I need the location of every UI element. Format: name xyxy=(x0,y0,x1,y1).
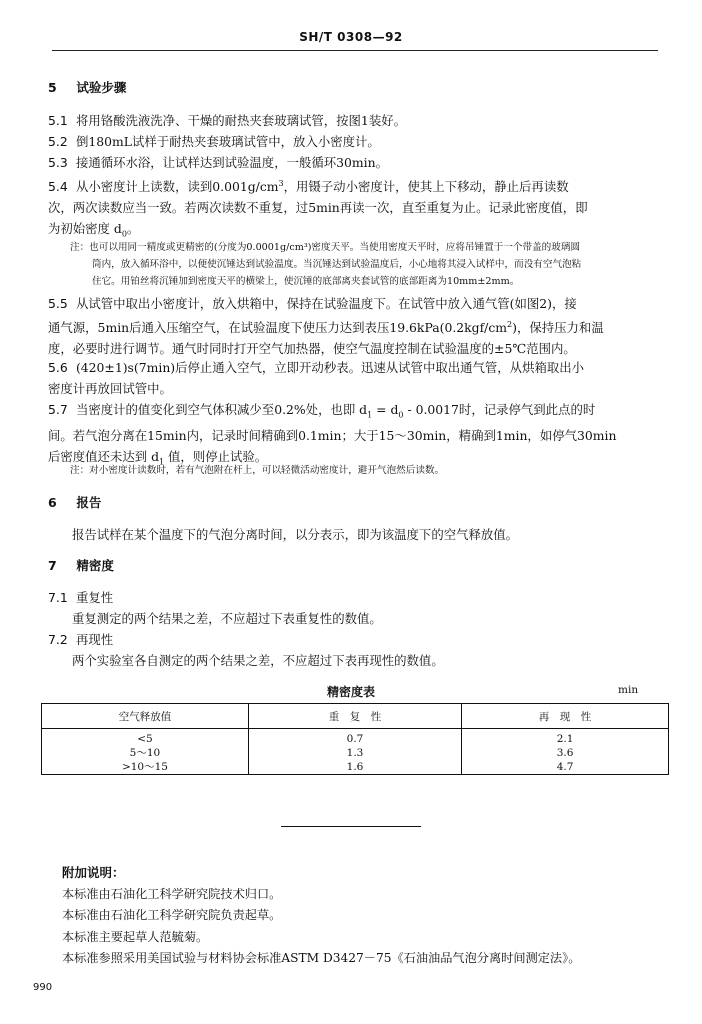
column-header: 空气释放值 xyxy=(42,704,249,729)
section-title: 精密度 xyxy=(76,558,114,573)
note-bubble-reading: 注：对小密度计读数时，若有气泡附在杆上，可以轻微活动密度计，避开气泡然后读数。 xyxy=(70,465,445,476)
clause-number: 5.3 xyxy=(48,155,68,170)
note-line: 筒内，放入循环浴中，以便使沉锤达到试验温度。当沉锤达到试验温度后，小心地将其浸入试样中，而没有空气泡粘 xyxy=(92,259,582,270)
clause-text: 从小密度计上读数，读到0.001g/cm xyxy=(75,179,279,195)
clause-text-line: 密度计再放回试管中。 xyxy=(48,381,172,396)
section-6-heading xyxy=(48,492,668,513)
clause-number: 5.7 xyxy=(48,402,68,417)
table-cell: 5～10 xyxy=(129,747,161,759)
table-cell: <5 xyxy=(137,733,153,745)
clause-number: 5.1 xyxy=(48,113,68,128)
subscript: 0 xyxy=(398,410,404,420)
standard-code-header: SH/T 0308—92 xyxy=(299,30,403,44)
clause-text: 接通循环水浴，让试样达到试验温度，一般循环30min。 xyxy=(75,155,389,170)
clause-text-line: 间。若气泡分离在15min内，记录时间精确到0.1min；大于15～30min，精确到1min，如停气30min xyxy=(48,428,617,444)
clause-text-line: 次，两次读数应当一致。若两次读数不重复，过5min再读一次，直至重复为止。记录此密度值，即 xyxy=(48,200,588,216)
clause-5-6 xyxy=(48,357,668,399)
clause-text: (420±1)s(7min)后停止通入空气，立即开动秒表。迅速从试管中取出通气管，从烘箱取出小 xyxy=(75,360,585,375)
clause-text-line: 重复测定的两个结果之差，不应超过下表重复性的数值。 xyxy=(72,611,382,626)
clause-7-2 xyxy=(48,629,668,671)
section-number: 5 xyxy=(48,80,57,95)
section-6-text: 报告试样在某个温度下的气泡分离时间，以分表示，即为该温度下的空气释放值。 xyxy=(72,527,519,542)
subscript: 0 xyxy=(121,229,127,239)
clause-5-5 xyxy=(48,293,668,359)
clause-title: 重复性 xyxy=(75,590,114,605)
clause-text: 倒180mL试样于耐热夹套玻璃试管中，放入小密度计。 xyxy=(75,134,380,149)
superscript: 2 xyxy=(507,320,513,329)
clause-title: 再现性 xyxy=(75,632,114,647)
additional-line: 本标准由石油化工科学研究院负责起草。 xyxy=(62,908,282,922)
clause-text: 通气源，5min后通入压缩空气，在试验温度下使压力达到表压19.6kPa(0.2kgf/cm xyxy=(48,320,508,336)
note-line: 注：也可以用同一精度或更精密的(分度为0.0001g/cm³)密度天平。当使用密度天平时，应将吊锤置于一个带盖的玻璃圆 xyxy=(70,242,581,253)
additional-line: 本标准主要起草人范毓菊。 xyxy=(62,929,209,944)
table-cell: 2.1 xyxy=(462,729,669,747)
clause-text: = d xyxy=(372,402,399,417)
table-cell: 1.6 xyxy=(248,760,461,775)
note-density-balance xyxy=(70,239,668,290)
column-header: 再 现 性 xyxy=(462,704,669,729)
additional-notes xyxy=(62,862,672,970)
clause-text-line: 两个实验室各自测定的两个结果之差，不应超过下表再现性的数值。 xyxy=(72,653,444,668)
clause-number: 5.5 xyxy=(48,296,68,311)
clause-7-1 xyxy=(48,587,668,629)
section-7-heading xyxy=(48,555,668,576)
additional-title: 附加说明： xyxy=(62,865,125,880)
page-number: 990 xyxy=(33,982,53,993)
table-row xyxy=(42,746,669,760)
clause-5-2 xyxy=(48,131,668,152)
table-row xyxy=(42,760,669,775)
section-title: 试验步骤 xyxy=(76,80,127,95)
clause-text: 后密度值还未达到 d xyxy=(48,449,159,465)
clause-5-1 xyxy=(48,110,668,131)
clause-text: 将用铬酸洗液洗净、干燥的耐热夹套玻璃试管，按图1装好。 xyxy=(75,113,406,128)
section-number: 7 xyxy=(48,558,57,573)
clause-text: 。 xyxy=(126,221,140,237)
clause-number: 5.2 xyxy=(48,134,68,149)
table-header-row xyxy=(42,704,669,729)
table-cell: 0.7 xyxy=(248,729,461,747)
clause-text: 当密度计的值变化到空气体积减少至0.2%处，也即 d xyxy=(75,402,368,417)
clause-number: 5.4 xyxy=(48,179,68,195)
subscript: 1 xyxy=(159,457,165,467)
clause-text-line: 度，必要时进行调节。通气时同时打开空气加热器，使空气温度控制在试验温度的±5℃范围内。 xyxy=(48,341,576,357)
section-title: 报告 xyxy=(76,495,102,510)
section-number: 6 xyxy=(48,495,57,510)
table-cell: 3.6 xyxy=(462,746,669,760)
section-5-heading xyxy=(48,77,668,98)
table-cell: 4.7 xyxy=(462,760,669,775)
table-unit: min xyxy=(618,684,639,696)
end-rule xyxy=(281,826,421,827)
clause-number: 7.1 xyxy=(48,590,68,605)
header-rule xyxy=(52,50,658,51)
table-cell: 1.3 xyxy=(248,746,461,760)
clause-text: 值，则停止试验。 xyxy=(164,449,268,465)
clause-text: - 0.0017时，记录停气到此点的时 xyxy=(403,402,596,417)
clause-text: 从试管中取出小密度计，放入烘箱中，保持在试验温度下。在试管中放入通气管(如图2)，接 xyxy=(75,296,577,311)
column-header: 重 复 性 xyxy=(248,704,461,729)
note-line: 住它。用铂丝将沉锤加到密度天平的横梁上，使沉锤的底部离夹套试管的底部距离为10mm±2mm。 xyxy=(92,276,520,287)
clause-5-4 xyxy=(48,173,668,245)
table-cell: >10～15 xyxy=(42,760,249,775)
table-caption: 精密度表 xyxy=(326,685,375,699)
clause-text: ，用镊子动小密度计，使其上下移动，静止后再读数 xyxy=(283,179,569,195)
table-row xyxy=(42,729,669,747)
precision-table xyxy=(41,703,669,775)
superscript: 3 xyxy=(278,179,284,188)
subscript: 1 xyxy=(367,410,373,420)
clause-number: 5.6 xyxy=(48,360,68,375)
clause-number: 7.2 xyxy=(48,632,68,647)
clause-5-3 xyxy=(48,152,668,173)
additional-line: 本标准参照采用美国试验与材料协会标准ASTM D3427－75《石油油品气泡分离时间测定法》。 xyxy=(62,951,581,965)
clause-text: 为初始密度 d xyxy=(48,221,122,237)
clause-text: )，保持压力和温 xyxy=(512,320,604,336)
additional-line: 本标准由石油化工科学研究院技术归口。 xyxy=(62,886,282,901)
